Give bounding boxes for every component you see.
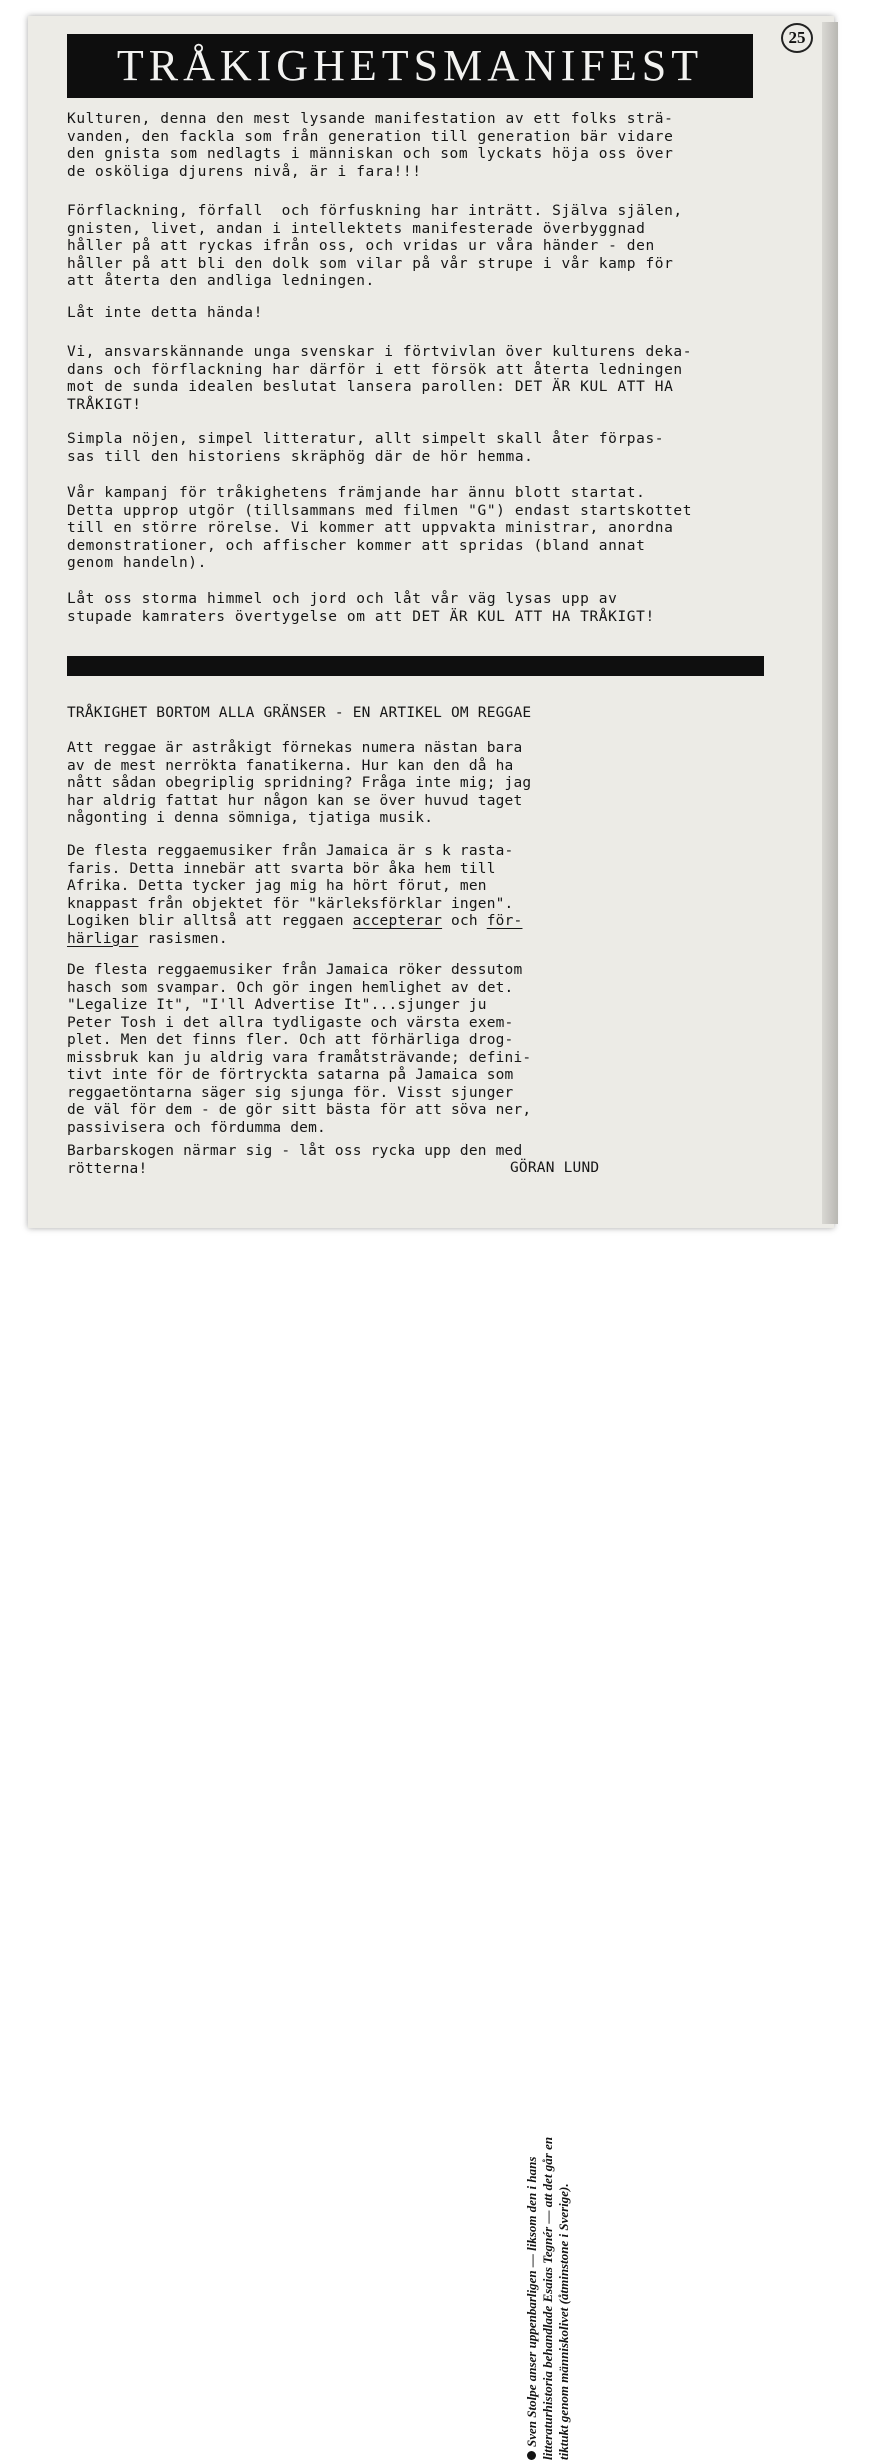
sidenote-text: Sven Stolpe anser uppenbarligen — liksom den i hans litteraturhistoria behandlade Esaias Tegnér — att det går en tiktukt genom människolivet (åtminstone i Sverige). [524,2136,571,2460]
title-banner [67,34,753,98]
manifesto-paragraph-2: Förflackning, förfall och förfuskning har inträtt. Själva själen, gnisten, livet, andan i intellektets manifesterade överbyggnad håller på att ryckas ifrån oss, och vridas ur våra händer - den håller på att bli den dolk som vilar på vår strupe i vår kamp för att återta den andliga ledningen. [67,203,683,289]
article-paragraph-2-text-c: rasismen. [138,930,228,947]
sidenote-text-block [524,2100,572,2460]
article-paragraph-2 [67,843,522,948]
article-paragraph-3: De flesta reggaemusiker från Jamaica röker dessutom hasch som svampar. Och gör ingen hemlighet av det. "Legalize It", "I'll Advertise It"...sjunger ju Peter Tosh i det allra tydligaste och värsta exem- plet. Men det finns fler. Och att förhärliga drog- missbruk kan ju aldrig vara framåtsträvande; defini- tivt inte för de förtryckta satarna på Jamaica som reggaetöntarna säger sig sjunga för. Visst sjunger de väl för dem - de gör sitt bästa för att söva ner, passivisera och fördumma dem. [67,962,532,1136]
manifesto-paragraph-3: Låt inte detta hända! [67,305,263,321]
bullet-icon [527,2451,536,2460]
page-stack-edge [822,22,838,1224]
page-title: TRÅKIGHETSMANIFEST [116,41,704,90]
underlined-forharligar: för- härligar [67,913,523,947]
section-divider [67,656,764,676]
manifesto-paragraph-4: Vi, ansvarskännande unga svenskar i förtvivlan över kulturens deka- dans och förflackning har därför i ett försök att återta ledningen mot de sunda idealen beslutat lansera parollen: DET ÄR KUL ATT HA TRÅKIGT! [67,344,693,413]
underlined-accepterar: accepterar [352,913,443,929]
manifesto-paragraph-7: Låt oss storma himmel och jord och låt vår väg lysas upp av stupade kamraters övertygelse om att DET ÄR KUL ATT HA TRÅKIGT! [67,591,655,625]
article-author: GÖRAN LUND [510,1160,600,1176]
manifesto-paragraph-5: Simpla nöjen, simpel litteratur, allt simpelt skall åter förpas- sas till den historiens skräphög där de hör hemma. [67,431,665,465]
article-title: TRÅKIGHET BORTOM ALLA GRÄNSER - EN ARTIKEL OM REGGAE [67,705,532,721]
article-paragraph-4: Barbarskogen närmar sig - låt oss rycka upp den med rötterna! [67,1143,523,1177]
manifesto-paragraph-1: Kulturen, denna den mest lysande manifestation av ett folks strä- vanden, den fackla som från generation till generation bär vidare den gnista som nedlagts i människan och som lyckats höja oss över de osköliga djurens nivå, är i fara!!! [67,111,674,180]
article-paragraph-2-text-b: och [442,913,487,929]
article-paragraph-1: Att reggae är astråkigt förnekas numera nästan bara av de mest nerrökta fanatikerna. Hur kan den då ha nått sådan obegriplig spridning? Fråga inte mig; jag har aldrig fattat hur någon kan se över huvud taget någonting i denna sömniga, tjatiga musik. [67,740,532,826]
page-number: 25 [781,23,813,53]
article-paragraph-2-text-a: De flesta reggaemusiker från Jamaica är s k rasta- faris. Detta innebär att svarta bör åka hem till Afrika. Detta tycker jag mig ha hört förut, men knappast från objektet för "kärleksförklar ingen". Logiken blir alltså att reggaen [67,843,514,929]
rotated-sidenote [524,2060,624,2460]
manifesto-paragraph-6: Vår kampanj för tråkighetens främjande har ännu blott startat. Detta upprop utgör (tillsammans med filmen "G") endast startskottet till en större rörelse. Vi kommer att uppvakta ministrar, anordna demonstrationer, och affischer kommer att spridas (bland annat genom handeln). [67,485,693,571]
